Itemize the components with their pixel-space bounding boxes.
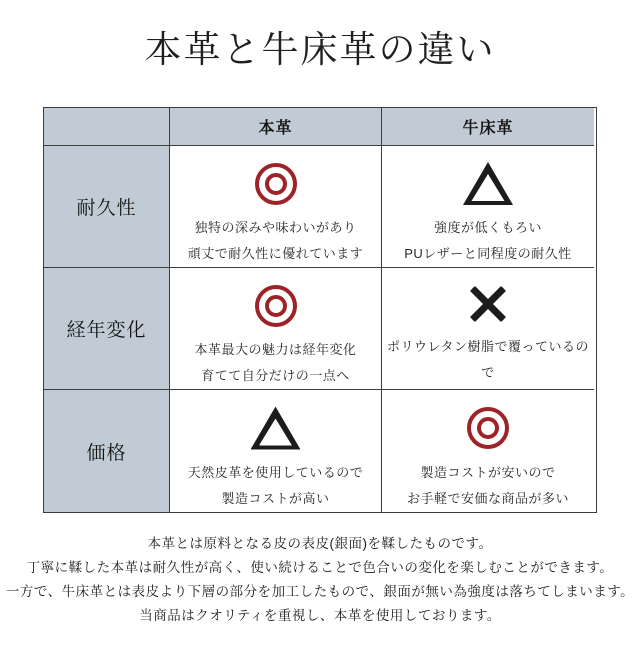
desc-line: 頑丈で耐久性に優れています [187,246,364,261]
cell-aging-genuine [170,268,382,390]
desc-line: PUレザーと同程度の耐久性 [404,246,572,261]
cell-durability-genuine [170,146,382,268]
footer-notes [0,532,640,628]
symbol-wrap [463,161,513,206]
cell-durability-split [382,146,594,268]
cell-description [404,215,572,267]
cell-price-genuine [170,390,382,512]
rating-triangle-icon [463,162,513,205]
desc-line: ポリウレタン樹脂で覆っているので [387,339,589,380]
header-genuine-leather: 本革 [170,108,382,146]
desc-line: 天然皮革を使用しているので [187,465,364,480]
row-label-durability: 耐久性 [44,146,170,268]
cell-aging-split [382,268,594,390]
symbol-wrap [255,283,297,328]
cell-description [188,215,364,267]
desc-line: 製造コストが安いので [420,465,556,480]
cell-description [188,460,364,512]
desc-line: お手軽で安価な商品が多い [406,491,569,506]
symbol-wrap [251,405,301,451]
cell-description [407,460,569,512]
footer-line: 当商品はクオリティを重視し、本革を使用しております。 [139,608,501,623]
rating-double-circle-icon [467,407,509,449]
page-title: 本革と牛床革の違い [144,30,496,71]
footer-line: 一方で、牛床革とは表皮より下層の部分を加工したもので、銀面が無い為強度は落ちてしまいます。 [5,584,635,599]
row-label-aging: 経年変化 [44,268,170,390]
rating-triangle-icon [251,407,301,450]
header-corner-cell [44,108,170,146]
leather-comparison-infographic [0,24,640,664]
header-split-leather: 牛床革 [382,108,594,146]
symbol-wrap [467,405,509,451]
cell-price-split [382,390,594,512]
rating-double-circle-icon [255,285,297,327]
desc-line: 製造コストが高い [221,491,330,506]
symbol-wrap [467,283,509,325]
comparison-table [43,107,597,513]
cell-description [194,337,356,389]
rating-double-circle-icon [255,163,297,205]
desc-line: 育てて自分だけの一点へ [201,368,350,383]
desc-line: 独特の深みや味わいがあり [194,220,357,235]
rating-cross-icon [467,283,509,325]
symbol-wrap [255,161,297,206]
footer-line: 丁寧に鞣した本革は耐久性が高く、使い続けることで色合いの変化を楽しむことができます。 [26,560,614,575]
desc-line: 強度が低くもろい [433,220,542,235]
footer-line: 本革とは原料となる皮の表皮(銀面)を鞣したものです。 [147,536,493,551]
desc-line: 本革最大の魅力は経年変化 [194,342,357,357]
row-label-price: 価格 [44,390,170,512]
